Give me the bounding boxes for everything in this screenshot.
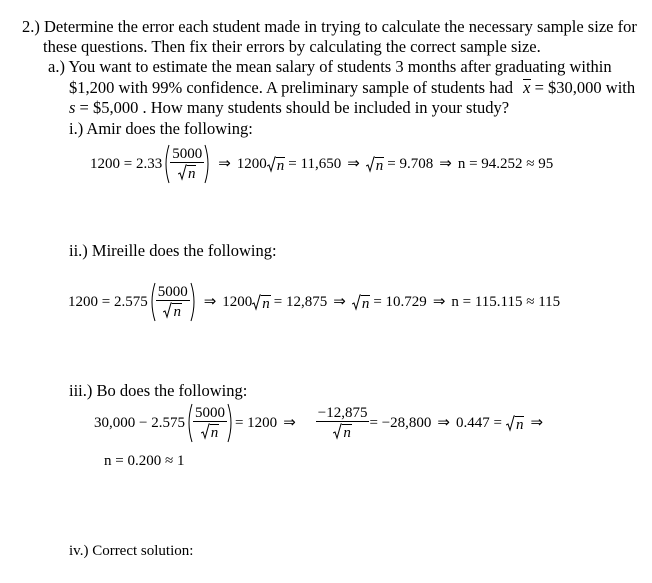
part-a-line-3-text: = $5,000 . How many students should be included in your study? xyxy=(79,98,510,117)
bo-heading: iii.) Bo does the following: xyxy=(69,381,248,400)
left-paren-icon xyxy=(148,282,156,322)
sqrt-icon xyxy=(333,422,342,440)
sqrt-icon xyxy=(163,301,172,319)
xbar-letter: x xyxy=(523,78,531,97)
sqrt-icon xyxy=(252,293,261,311)
implies-icon: ⇒ xyxy=(347,156,360,172)
bo-eq: = 1200 xyxy=(234,415,278,431)
implies-icon: ⇒ xyxy=(333,294,346,310)
problem-line-1: 2.) Determine the error each student made in trying to calculate the necessary sample size for xyxy=(22,17,637,36)
amir-step-2-sqrt: n xyxy=(366,155,385,174)
bo-step-3-sqrt: n xyxy=(506,414,525,433)
amir-fraction xyxy=(170,146,204,182)
bo-fraction-denominator: n xyxy=(199,422,222,441)
amir-heading: i.) Amir does the following: xyxy=(69,119,253,138)
mireille-step-1-rhs: = 12,875 xyxy=(273,294,328,310)
right-paren-icon xyxy=(190,282,198,322)
mireille-step-2-sqrt: n xyxy=(352,293,371,312)
amir-step-1-rhs: = 11,650 xyxy=(288,156,342,172)
amir-step-2-rhs: = 9.708 xyxy=(387,156,434,172)
mireille-heading: ii.) Mireille does the following: xyxy=(69,241,277,260)
amir-equation xyxy=(90,144,553,184)
implies-icon: ⇒ xyxy=(203,294,217,310)
right-paren-icon xyxy=(204,144,212,184)
sqrt-icon xyxy=(267,155,276,173)
left-paren-icon xyxy=(185,403,193,443)
mireille-fraction-numerator: 5000 xyxy=(157,284,188,300)
xbar-value: = $30,000 with xyxy=(534,78,636,97)
s-symbol: s xyxy=(69,98,76,117)
implies-icon: ⇒ xyxy=(218,156,231,172)
part-a-line-1: a.) You want to estimate the mean salary of students 3 months after graduating within xyxy=(48,57,612,76)
bo-lhs: 30,000 − 2.575 xyxy=(94,415,185,431)
implies-icon: ⇒ xyxy=(432,294,446,310)
sqrt-icon xyxy=(201,422,210,440)
sqrt-icon xyxy=(178,163,187,181)
amir-lhs: 1200 = 2.33 xyxy=(90,156,163,172)
mireille-step-1-sqrt: n xyxy=(252,293,271,312)
xbar-symbol xyxy=(523,78,530,98)
sqrt-icon xyxy=(352,293,361,311)
mireille-step-1: 1200 xyxy=(222,294,253,310)
amir-step-1-sqrt: n xyxy=(267,155,286,174)
right-paren-icon xyxy=(227,403,235,443)
implies-icon: ⇒ xyxy=(437,415,450,431)
bo-fraction-numerator: 5000 xyxy=(194,405,225,421)
mireille-equation xyxy=(68,282,560,322)
mireille-step-3: n = 115.115 ≈ 115 xyxy=(451,294,561,310)
sqrt-icon xyxy=(506,414,515,432)
mireille-fraction xyxy=(156,284,190,320)
mireille-lhs: 1200 = 2.575 xyxy=(68,294,148,310)
bo-fraction-2-numerator: −12,875 xyxy=(317,405,368,421)
part-a-line-2 xyxy=(69,78,635,98)
amir-fraction-numerator: 5000 xyxy=(172,146,203,162)
implies-icon: ⇒ xyxy=(283,415,296,431)
problem-line-2: these questions. Then fix their errors by calculating the correct sample size. xyxy=(43,37,541,56)
amir-step-3: n = 94.252 ≈ 95 xyxy=(457,156,554,172)
amir-step-1: 1200 xyxy=(236,156,267,172)
left-paren-icon xyxy=(162,144,170,184)
sqrt-icon xyxy=(366,155,375,173)
bo-fraction-2-denominator: n xyxy=(331,422,354,441)
amir-fraction-denominator: n xyxy=(176,163,199,182)
part-a-line-3 xyxy=(69,98,509,118)
bo-equation xyxy=(94,403,549,443)
bo-fraction-2 xyxy=(316,405,370,441)
bo-fraction xyxy=(193,405,227,441)
implies-icon: ⇒ xyxy=(439,156,452,172)
bo-eq-2: = −28,800 xyxy=(369,415,432,431)
part-a-line-2-text: $1,200 with 99% confidence. A preliminary sample of students had xyxy=(69,78,514,97)
mireille-step-2-rhs: = 10.729 xyxy=(373,294,427,310)
mireille-fraction-denominator: n xyxy=(161,301,184,320)
bo-line-2: n = 0.200 ≈ 1 xyxy=(104,453,185,469)
implies-icon: ⇒ xyxy=(530,415,544,431)
correct-heading: iv.) Correct solution: xyxy=(69,543,194,559)
bo-step-3: 0.447 = xyxy=(455,415,502,431)
